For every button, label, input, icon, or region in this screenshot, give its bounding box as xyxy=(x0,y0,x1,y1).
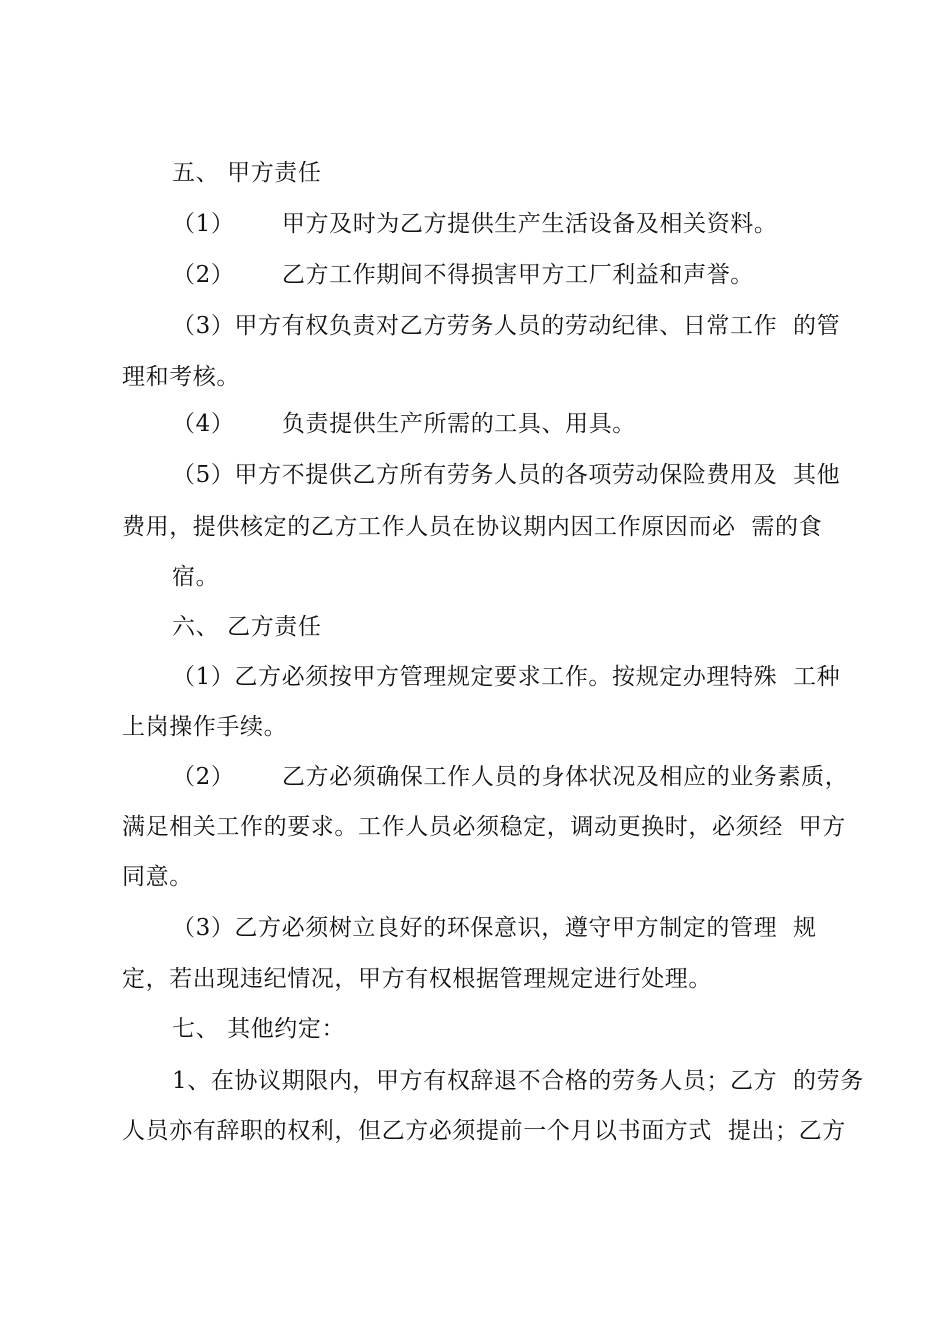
clause-b2-continued: 满足相关工作的要求。工作人员必须稳定，调动更换时，必须经 甲方 xyxy=(122,814,846,840)
clause-c1: 1、在协议期限内，甲方有权辞退不合格的劳务人员；乙方 的劳务 xyxy=(172,1068,864,1094)
clause-b1-continued: 上岗操作手续。 xyxy=(122,714,288,740)
clause-b3-continued: 定，若出现违纪情况，甲方有权根据管理规定进行处理。 xyxy=(122,966,712,992)
clause-a4: （4） 负责提供生产所需的工具、用具。 xyxy=(172,411,636,437)
clause-a1: （1） 甲方及时为乙方提供生产生活设备及相关资料。 xyxy=(172,211,778,237)
clause-a5-end: 宿。 xyxy=(172,564,220,590)
clause-b3: （3）乙方必须树立良好的环保意识，遵守甲方制定的管理 规 xyxy=(172,915,817,941)
clause-b2-end: 同意。 xyxy=(122,864,193,890)
clause-a3-continued: 理和考核。 xyxy=(122,364,240,390)
section-heading-party-b: 六、 乙方责任 xyxy=(172,614,322,640)
section-heading-party-a: 五、 甲方责任 xyxy=(172,160,322,186)
section-heading-other: 七、 其他约定： xyxy=(172,1016,346,1042)
clause-b1: （1）乙方必须按甲方管理规定要求工作。按规定办理特殊 工种 xyxy=(172,664,841,690)
clause-c1-continued: 人员亦有辞职的权利，但乙方必须提前一个月以书面方式 提出；乙方 xyxy=(122,1118,846,1144)
clause-a5-continued: 费用，提供核定的乙方工作人员在协议期内因工作原因而必 需的食 xyxy=(122,514,823,540)
clause-b2: （2） 乙方必须确保工作人员的身体状况及相应的业务素质， xyxy=(172,764,849,790)
clause-a2: （2） 乙方工作期间不得损害甲方工厂利益和声誉。 xyxy=(172,262,754,288)
clause-a5: （5）甲方不提供乙方所有劳务人员的各项劳动保险费用及 其他 xyxy=(172,462,841,488)
clause-a3: （3）甲方有权负责对乙方劳务人员的劳动纪律、日常工作 的管 xyxy=(172,313,841,339)
